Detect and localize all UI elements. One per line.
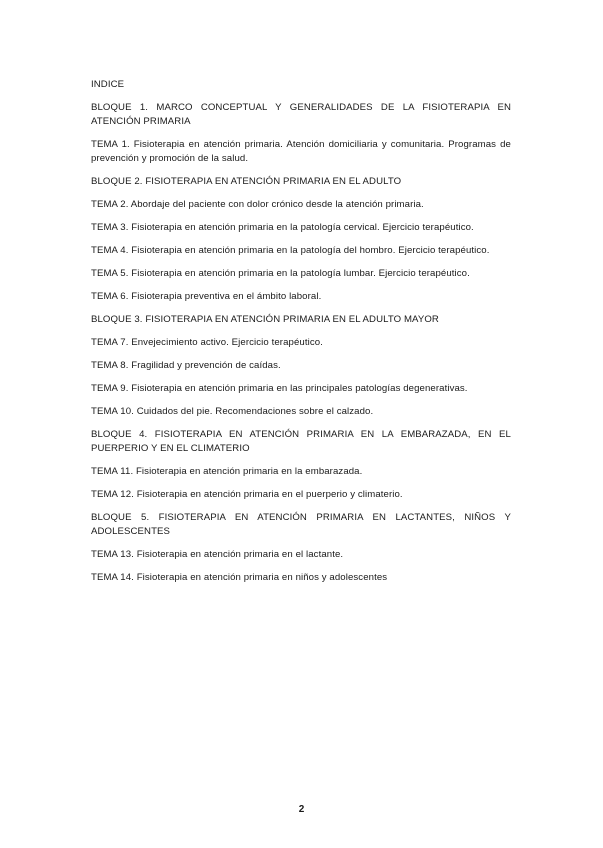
tema-14-entry: TEMA 14. Fisioterapia en atención primaria en niños y adolescentes bbox=[91, 572, 388, 583]
tema-6-entry: TEMA 6. Fisioterapia preventiva en el ámbito laboral. bbox=[91, 291, 322, 302]
bloque-1-title: BLOQUE 1. MARCO CONCEPTUAL Y GENERALIDADES DE LA FISIOTERAPIA EN ATENCIÓN PRIMARIA bbox=[91, 102, 511, 127]
tema-12-entry: TEMA 12. Fisioterapia en atención primaria en el puerperio y climaterio. bbox=[91, 489, 403, 500]
bloque-5-title: BLOQUE 5. FISIOTERAPIA EN ATENCIÓN PRIMARIA EN LACTANTES, NIÑOS Y ADOLESCENTES bbox=[91, 512, 511, 537]
tema-11-entry: TEMA 11. Fisioterapia en atención primaria en la embarazada. bbox=[91, 466, 363, 477]
tema-10-entry: TEMA 10. Cuidados del pie. Recomendaciones sobre el calzado. bbox=[91, 406, 374, 417]
index-content bbox=[91, 78, 511, 585]
tema-4-entry: TEMA 4. Fisioterapia en atención primaria en la patología del hombro. Ejercicio terapéutico. bbox=[91, 245, 490, 256]
tema-2-entry: TEMA 2. Abordaje del paciente con dolor crónico desde la atención primaria. bbox=[91, 199, 424, 210]
tema-9-entry: TEMA 9. Fisioterapia en atención primaria en las principales patologías degenerativas. bbox=[91, 383, 468, 394]
bloque-4-title: BLOQUE 4. FISIOTERAPIA EN ATENCIÓN PRIMARIA EN LA EMBARAZADA, EN EL PUERPERIO Y EN EL CLIMATERIO bbox=[91, 429, 511, 454]
tema-1-entry: TEMA 1. Fisioterapia en atención primaria. Atención domiciliaria y comunitaria. Programas de prevención y promoción de la salud. bbox=[91, 139, 511, 164]
tema-3-entry: TEMA 3. Fisioterapia en atención primaria en la patología cervical. Ejercicio terapéutico. bbox=[91, 222, 474, 233]
bloque-3-title: BLOQUE 3. FISIOTERAPIA EN ATENCIÓN PRIMARIA EN EL ADULTO MAYOR bbox=[91, 314, 439, 325]
tema-5-entry: TEMA 5. Fisioterapia en atención primaria en la patología lumbar. Ejercicio terapéutico. bbox=[91, 268, 470, 279]
page-number: 2 bbox=[298, 804, 305, 815]
tema-13-entry: TEMA 13. Fisioterapia en atención primaria en el lactante. bbox=[91, 549, 344, 560]
bloque-2-title: BLOQUE 2. FISIOTERAPIA EN ATENCIÓN PRIMARIA EN EL ADULTO bbox=[91, 176, 402, 187]
index-heading: INDICE bbox=[91, 79, 125, 90]
tema-8-entry: TEMA 8. Fragilidad y prevención de caídas. bbox=[91, 360, 281, 371]
tema-7-entry: TEMA 7. Envejecimiento activo. Ejercicio terapéutico. bbox=[91, 337, 323, 348]
